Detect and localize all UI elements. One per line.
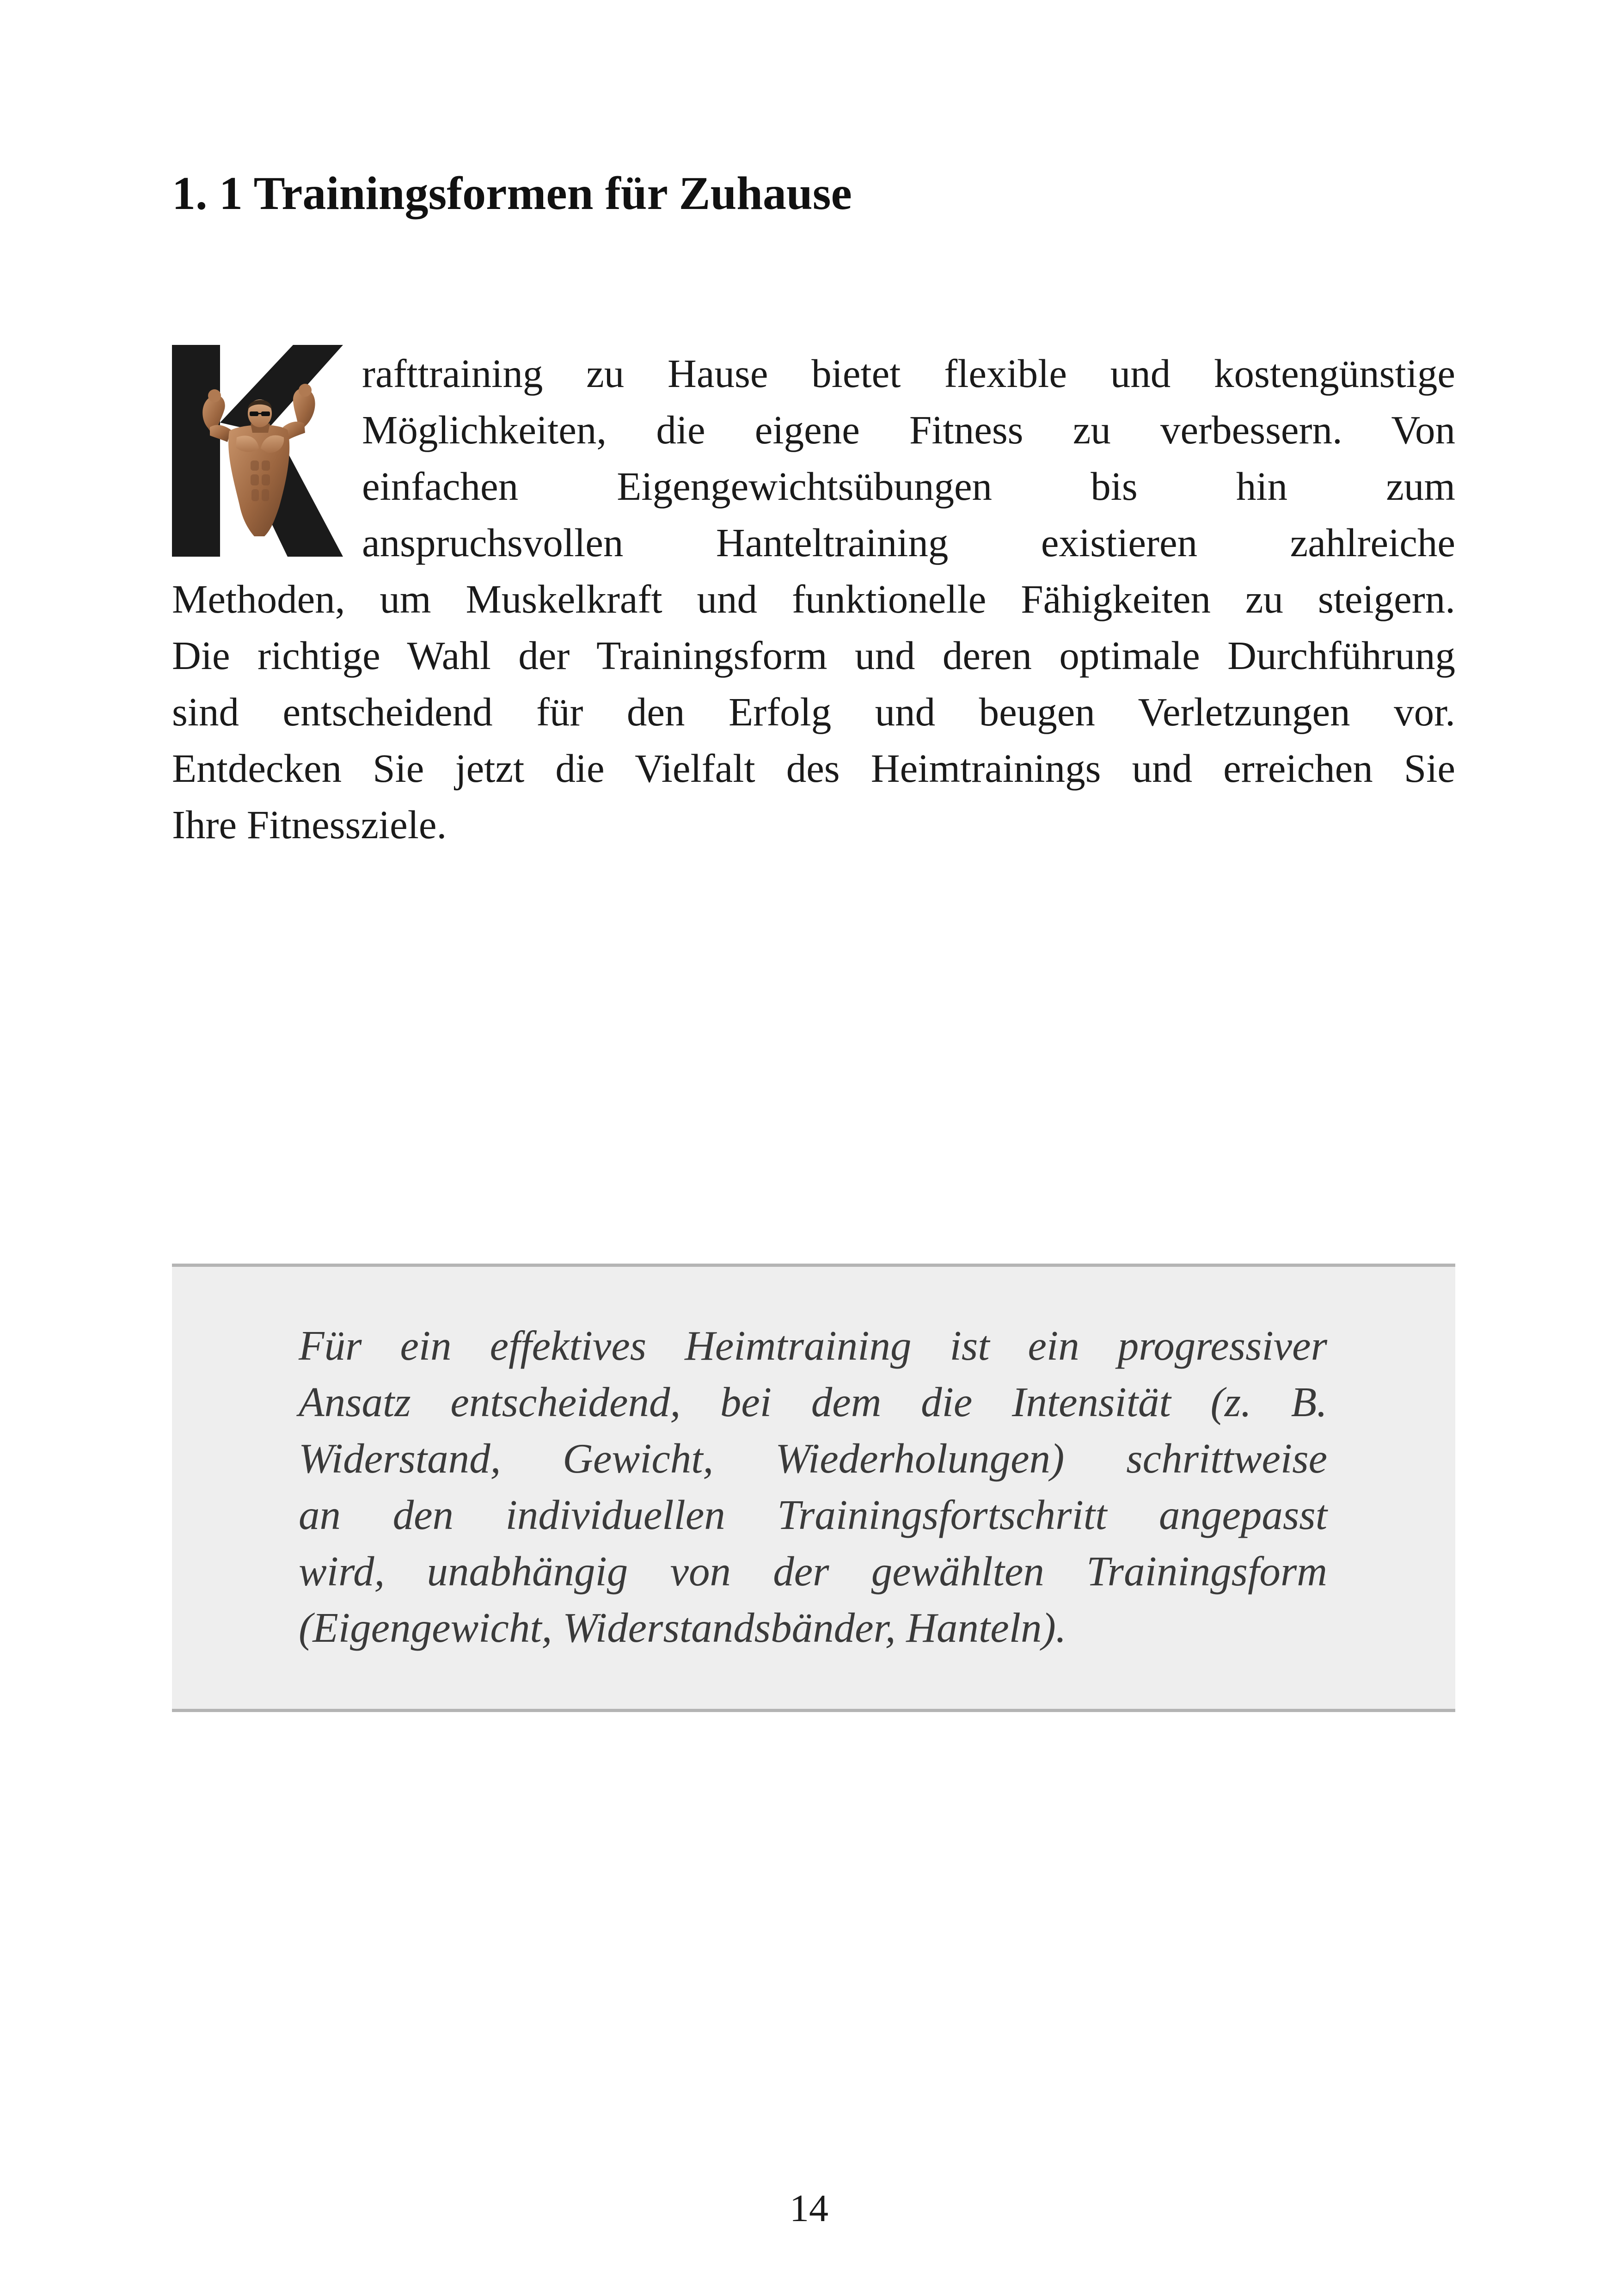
callout-line: (Eigengewicht, Widerstandsbänder, Hanteln). [299, 1604, 1066, 1651]
letter-k-shape [172, 345, 220, 557]
page-number: 14 [790, 2187, 828, 2230]
paragraph-line: einfachen Eigengewichtsübungen bis hin zum [362, 464, 1455, 509]
paragraph-line: sind entscheidend für den Erfolg und beugen Verletzungen vor. [172, 689, 1455, 734]
callout-line: Ansatz entscheidend, bei dem die Intensität (z. B. [299, 1379, 1327, 1425]
paragraph-line: Möglichkeiten, die eigene Fitness zu verbessern. Von [362, 407, 1455, 452]
section-heading: 1. 1 Trainingsformen für Zuhause [172, 167, 852, 220]
callout-line: Für ein effektives Heimtraining ist ein progressiver [299, 1322, 1327, 1369]
paragraph-line: anspruchsvollen Hanteltraining existieren zahlreiche [362, 520, 1455, 565]
paragraph-line: Methoden, um Muskelkraft und funktionelle Fähigkeiten zu steigern. [172, 577, 1455, 621]
callout-line: wird, unabhängig von der gewählten Trainingsform [299, 1548, 1327, 1595]
paragraph-line: Die richtige Wahl der Trainingsform und deren optimale Durchführung [172, 633, 1455, 678]
tip-callout-box [172, 1264, 1455, 1712]
drop-cap-illustration [172, 345, 343, 557]
drop-cap-k [172, 345, 343, 557]
paragraph-line: rafttraining zu Hause bietet flexible und kostengünstige [362, 351, 1455, 396]
paragraph-line: Ihre Fitnessziele. [172, 802, 447, 847]
paragraph-line: Entdecken Sie jetzt die Vielfalt des Heimtrainings und erreichen Sie [172, 746, 1455, 791]
callout-line: Widerstand, Gewicht, Wiederholungen) schrittweise [299, 1435, 1327, 1482]
callout-line: an den individuellen Trainingsfortschritt angepasst [299, 1492, 1327, 1538]
